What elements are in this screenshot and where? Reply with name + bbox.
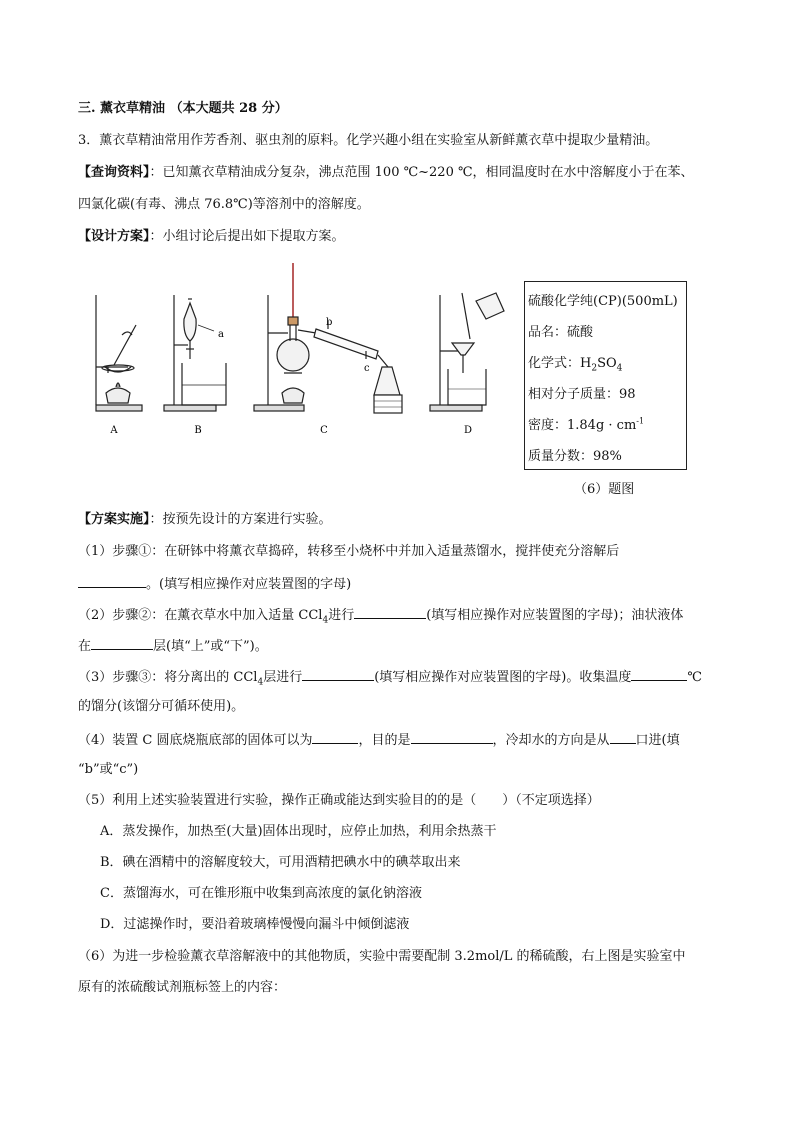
formula-prefix: 化学式：H [528,356,592,371]
apparatus-figure [78,255,518,440]
section-title: 三. 薰衣草精油 [78,101,166,116]
apparatus-d [430,293,504,411]
q6-line-1: （6）为进一步检验薰衣草溶解液中的其他物质，实验中需要配制 3.2mol/L 的稀硫酸，右上图是实验室中 [78,949,686,964]
q3-unit: ℃ [687,670,702,685]
q3-blank-1[interactable] [302,666,374,681]
q1-line-1: （1）步骤①：在研钵中将薰衣草捣碎，转移至小烧杯中并加入适量蒸馏水，搅拌使充分溶解后 [78,544,620,559]
label-row-formula [528,352,622,374]
density-exp: -1 [636,416,645,426]
q2-pre: （2）步骤②：在薰衣草水中加入适量 CCl [78,608,323,623]
info-line-1 [78,163,694,183]
q6-line-2: 原有的浓硫酸试剂瓶标签上的内容： [78,980,287,995]
q2-line2-tail: 层(填“上”或“下”)。 [153,639,268,654]
label-row-fraction: 质量分数：98% [528,449,622,464]
q5-option-a[interactable]: A．蒸发操作，加热至(大量)固体出现时，应停止加热，利用余热蒸干 [100,824,497,839]
q2-line-2 [78,635,268,657]
formula-sub-1: 2 [591,363,598,374]
q3-blank-2[interactable] [631,666,687,681]
q2-line2-pre: 在 [78,639,92,654]
caption-d: D [463,425,473,436]
q4-mid: ，目的是 [358,733,411,748]
apparatus-a [96,295,142,411]
caption-a: A [110,425,118,436]
formula-sub-2: 4 [616,363,623,374]
q4-tail: 口进(填 [635,733,680,748]
design-line [78,227,345,247]
design-text: ：小组讨论后提出如下提取方案。 [149,229,345,244]
info-line-2: 四氯化碳(有毒、沸点 76.8℃)等溶剂中的溶解度。 [78,197,370,212]
q3-pre: （3）步骤③：将分离出的 CCl [78,670,258,685]
letter-b: b [326,317,333,328]
label-row-name: 品名：硫酸 [528,325,594,340]
letter-c: c [364,363,370,374]
implement-text: ：按预先设计的方案进行实验。 [149,512,332,527]
q4-line-2: “b”或“c”) [78,762,139,777]
q1-answer-blank[interactable] [78,573,146,588]
label-row-mass: 相对分子质量：98 [528,387,636,402]
q2-line-1 [78,604,683,631]
question-intro: 3．薰衣草精油常用作芳香剂、驱虫剂的原料。化学兴趣小组在实验室从新鲜薰衣草中提取少量精油。 [78,133,659,148]
q4-mid2: ，冷却水的方向是从 [492,733,610,748]
q1-line-2 [78,573,351,595]
q3-mid: 层进行 [263,670,303,685]
q5-option-d[interactable]: D．过滤操作时，要沿着玻璃棒慢慢向漏斗中倾倒滤液 [100,917,410,932]
apparatus-b [164,295,226,411]
info-label: 【查询资料】 [78,165,150,180]
formula-mid: SO [597,356,617,371]
q2-blank-1[interactable] [354,604,426,619]
q5-stem: （5）利用上述实验装置进行实验，操作正确或能达到实验目的的是（ ）（不定项选择） [78,793,600,808]
q4-pre: （4）装置 C 圆底烧瓶底部的固体可以为 [78,733,313,748]
q3-line-2: 的馏分(该馏分可循环使用)。 [78,699,245,714]
q4-blank-3[interactable] [610,729,636,744]
density-text: 密度：1.84g · cm [528,418,637,433]
reagent-label-box [524,281,687,470]
q5-option-c[interactable]: C．蒸馏海水，可在锥形瓶中收集到高浓度的氯化钠溶液 [100,886,422,901]
letter-a: a [218,329,224,340]
label-row-title: 硫酸化学纯(CP)(500mL) [528,294,678,309]
implement-line [78,510,332,530]
q4-blank-1[interactable] [312,729,358,744]
section-score: （本大题共 28 分） [169,101,288,116]
implement-label: 【方案实施】 [78,512,150,527]
label-row-density [528,414,644,433]
design-label: 【设计方案】 [78,229,150,244]
figure-caption: （6）题图 [574,482,635,497]
caption-c: C [320,425,328,436]
apparatus-c [254,263,402,413]
caption-b: B [194,425,202,436]
q5-option-b[interactable]: B．碘在酒精中的溶解度较大，可用酒精把碘水中的碘萃取出来 [100,855,461,870]
q2-tail: (填写相应操作对应装置图的字母)；油状液体 [426,608,684,623]
q4-line-1 [78,729,680,751]
q3-sub: 4 [257,677,264,688]
q2-mid: 进行 [328,608,355,623]
info-text-1: ：已知薰衣草精油成分复杂，沸点范围 100 ℃~220 ℃，相同温度时在水中溶解度小于在苯、 [149,165,694,180]
q1-tail: 。(填写相应操作对应装置图的字母) [146,577,352,592]
section-heading [78,99,288,119]
q3-line-1 [78,666,702,693]
q2-sub: 4 [322,615,329,626]
q2-blank-2[interactable] [91,635,153,650]
q3-mid2: (填写相应操作对应装置图的字母)。收集温度 [374,670,632,685]
q4-blank-2[interactable] [411,729,493,744]
